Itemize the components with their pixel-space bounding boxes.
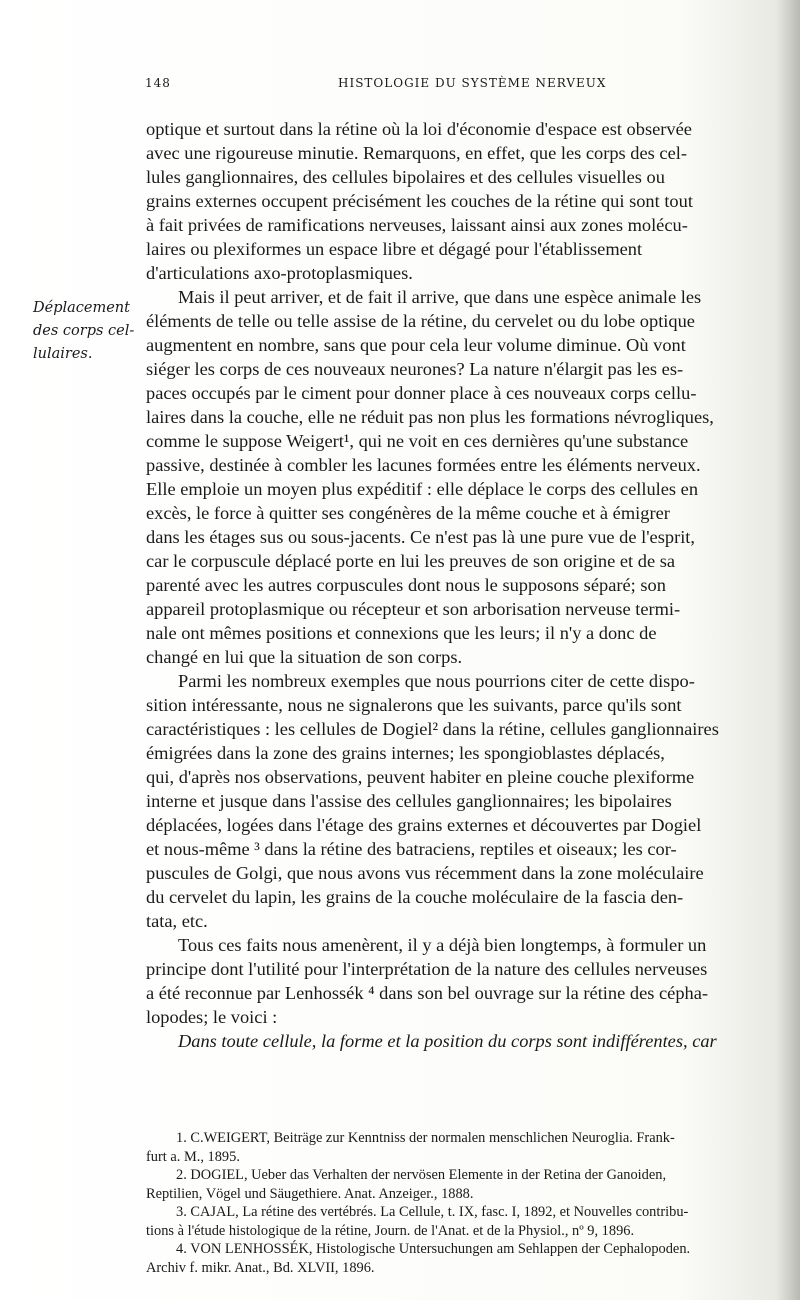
text-line: caractéristiques : les cellules de Dogiel² dans la rétine, cellules ganglionnaires [146,719,719,739]
footnote-line: Reptilien, Vögel und Säugethiere. Anat. Anzeiger., 1888. [146,1185,474,1202]
footnote-line: 1. C.WEIGERT, Beiträge zur Kenntniss der normalen menschlichen Neuroglia. Frank- [176,1130,675,1146]
page-header [145,76,775,98]
text-line: paces occupés par le ciment pour donner place à ces nouveaux corps cellu- [146,383,697,403]
text-line: laires ou plexiformes un espace libre et dégagé pour l'établissement [146,239,643,259]
text-line: Mais il peut arriver, et de fait il arrive, que dans une espèce animale les [178,287,702,307]
text-line: avec une rigoureuse minutie. Remarquons, en effet, que les corps des cel- [146,143,687,163]
footnote-line: tions à l'étude histologique de la rétine, Journ. de l'Anat. et de la Physiol., nº 9, 1896. [146,1222,635,1239]
running-title: HISTOLOGIE DU SYSTÈME NERVEUX [338,76,607,90]
text-line: passive, destinée à combler les lacunes formées entre les éléments nerveux. [146,455,701,475]
text-line: sition intéressante, nous ne signalerons que les suivants, parce qu'ils sont [146,695,682,715]
text-line: Elle emploie un moyen plus expéditif : elle déplace le corps des cellules en [146,479,699,499]
text-line: changé en lui que la situation de son corps. [146,647,463,667]
text-line: siéger les corps de ces nouveaux neurones? La nature n'élargit pas les es- [146,359,684,379]
text-line: grains externes occupent précisément les couches de la rétine qui sont tout [146,191,693,211]
margin-note-line: des corps cel- [33,323,135,339]
text-line: lopodes; le voici : [146,1007,278,1027]
text-line: augmentent en nombre, sans que pour cela leur volume diminue. Où vont [146,335,686,355]
page-number: 148 [145,76,171,90]
text-line: Parmi les nombreux exemples que nous pourrions citer de cette dispo- [178,671,695,691]
text-line: a été reconnue par Lenhossék ⁴ dans son bel ouvrage sur la rétine des cépha- [146,983,708,1003]
text-line: puscules de Golgi, que nous avons vus récemment dans la zone moléculaire [146,863,704,883]
text-line: déplacées, logées dans l'étage des grains externes et découvertes par Dogiel [146,815,702,835]
footnote-line: 4. VON LENHOSSÉK, Histologische Untersuchungen am Sehlappen der Cephalopoden. [176,1241,691,1257]
text-line: nale ont mêmes positions et connexions que les leurs; il n'y a donc de [146,623,657,643]
text-line: laires dans la couche, elle ne réduit pas non plus les formations névrogliques, [146,407,714,427]
text-line: interne et jusque dans l'assise des cellules ganglionnaires; les bipolaires [146,791,672,811]
text-line: Dans toute cellule, la forme et la position du corps sont indifférentes, car [178,1031,717,1051]
text-line: parenté avec les autres corpuscules dont nous le supposons séparé; son [146,575,666,595]
text-line: à fait privées de ramifications nerveuses, laissant ainsi aux zones molécu- [146,215,688,235]
text-line: principe dont l'utilité pour l'interprétation de la nature des cellules nerveuses [146,959,708,979]
text-line: émigrées dans la zone des grains internes; les spongioblastes déplacés, [146,743,665,763]
text-line: et nous-même ³ dans la rétine des batraciens, reptiles et oiseaux; les cor- [146,839,677,859]
text-line: éléments de telle ou telle assise de la rétine, du cervelet ou du lobe optique [146,311,695,331]
footnote-line: furt a. M., 1895. [146,1148,240,1165]
body-text [146,117,786,1053]
text-line: comme le suppose Weigert¹, qui ne voit en ces dernières qu'une substance [146,431,689,451]
text-line: lules ganglionnaires, des cellules bipolaires et des cellules visuelles ou [146,167,665,187]
margin-note-line: Déplacement [33,300,130,316]
text-line: excès, le force à quitter ses congénères de la même couche et à émigrer [146,503,670,523]
margin-note [33,297,143,366]
footnotes [146,1129,786,1277]
text-line: dans les étages sus ou sous-jacents. Ce n'est pas là une pure vue de l'esprit, [146,527,696,547]
text-line: qui, d'après nos observations, peuvent habiter en pleine couche plexiforme [146,767,695,787]
footnote-line: Archiv f. mikr. Anat., Bd. XLVII, 1896. [146,1259,375,1276]
footnote-line: 3. CAJAL, La rétine des vertébrés. La Cellule, t. IX, fasc. I, 1892, et Nouvelles contribu- [176,1204,689,1220]
text-line: Tous ces faits nous amenèrent, il y a déjà bien longtemps, à formuler un [178,935,707,955]
footnote-line: 2. DOGIEL, Ueber das Verhalten der nervösen Elemente in der Retina der Ganoiden, [176,1167,667,1183]
text-line: tata, etc. [146,911,208,931]
margin-note-line: lulaires. [33,346,93,362]
text-line: optique et surtout dans la rétine où la loi d'économie d'espace est observée [146,119,692,139]
text-line: car le corpuscule déplacé porte en lui les preuves de son origine et de sa [146,551,676,571]
text-line: du cervelet du lapin, les grains de la couche moléculaire de la fascia den- [146,887,684,907]
text-line: appareil protoplasmique ou récepteur et son arborisation nerveuse termi- [146,599,681,619]
text-line: d'articulations axo-protoplasmiques. [146,263,413,283]
